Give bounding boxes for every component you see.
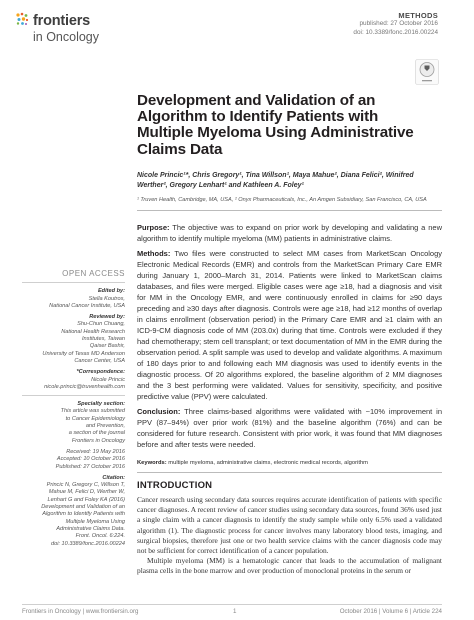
citation-block (22, 482, 125, 548)
introduction-body (137, 495, 442, 577)
abstract-purpose (137, 222, 442, 244)
article-meta (353, 12, 438, 37)
crossmark-icon[interactable] (415, 59, 439, 85)
open-access-badge: OPEN ACCESS (62, 269, 125, 278)
correspondence-block (22, 377, 125, 392)
citation-line: Multiple Myeloma Using (65, 518, 125, 525)
specialty-line: This article was submitted (60, 408, 125, 415)
correspondence-email[interactable]: nicole.princic@truvenhealth.com (44, 383, 125, 390)
article-doi[interactable]: doi: 10.3389/fonc.2016.00224 (353, 28, 438, 36)
reviewed-by-label: Reviewed by: (89, 314, 125, 321)
affiliations: ¹ Truven Health, Cambridge, MA, USA, ² Onyx Pharmaceuticals, Inc., An Amgen Subsidiary, San Francisco, CA, USA (137, 197, 427, 203)
citation-line: Front. Oncol. 6:224. (75, 533, 125, 540)
citation-line: Algorithm to Identify Patients with (42, 511, 125, 518)
editor-line: Stella Koutros, (88, 295, 125, 302)
sidebar-divider (22, 395, 125, 396)
accepted-date: Accepted: 10 October 2016 (56, 456, 125, 463)
footer-issue-info: October 2016 | Volume 6 | Article 224 (339, 608, 442, 615)
footer-journal-link[interactable]: Frontiers in Oncology | www.frontiersin.org (22, 608, 139, 615)
page-number: 1 (233, 608, 237, 615)
methods-text: Two files were constructed to select MM cases from MarketScan Oncology Electronic Medical Records (EMR) and controls from the MarketScan Primary Care EMR during January 1, 2000–March 31, 2014. Patients were linked to MarketScan claims databases, and files were merged. Eligible cases were age ≥18, had a diagnosis and visit for MM in the Oncology EMR, and were continuously enrolled in claims for ≥90 days preceding and ≥30 days after diagnosis. Controls were age ≥18, had ≥12 months of overlap in claims enrollment (observation period) in the Primary Care EMR and ≥1 claim with an ICD-9-CM diagnosis code of MM (203.0x) during that time. Controls were excluded if they had chemotherapy; stem cell transplant; or text documentation of MM in the EMR during the observation period. A split sample was used to develop and validate algorithms. A maximum of 180 days prior to and following each MM diagnosis was used to identify events in the diagnostic process. Of 20 algorithms explored, the baseline algorithm of 2 MM diagnoses and the 3 best performing were validated. Values for sensitivity, specificity, and positive predictive value (PPV) were calculated. (137, 249, 443, 401)
methods-label: Methods: (137, 249, 171, 258)
article-sidebar (22, 270, 125, 552)
reviewer-line: National Health Research (61, 328, 125, 335)
article-title: Development and Validation of an Algorithm to Identify Patients with Multiple Myeloma Using Administrative Claims Data (137, 92, 414, 158)
frontiers-logo[interactable] (15, 10, 155, 50)
specialty-line: and Prevention, (85, 423, 125, 430)
editor-block (22, 296, 125, 311)
dates-block (22, 449, 125, 471)
reviewer-block (22, 321, 125, 365)
specialty-block (22, 408, 125, 444)
specialty-section-label: Specialty section: (77, 401, 125, 408)
published-date: published: 27 October 2016 (359, 20, 438, 28)
specialty-line: Frontiers in Oncology (71, 437, 125, 444)
citation-line: Development and Validation of an (41, 504, 125, 511)
published-date-sidebar: Published: 27 October 2016 (55, 463, 125, 470)
citation-doi[interactable]: doi: 10.3389/fonc.2016.00224 (50, 540, 125, 547)
reviewer-line: Qaiser Bashir, (89, 343, 125, 350)
keywords (137, 460, 442, 466)
received-date: Received: 19 May 2016 (66, 448, 125, 455)
author-list: Nicole Princic¹*, Chris Gregory¹, Tina Willson¹, Maya Mahue², Diana Felici², Winifred Werther², Gregory Lenhart¹ and Kathleen A. Foley¹ (137, 172, 414, 189)
edited-by-label: Edited by: (97, 288, 125, 295)
brand-name: frontiers (33, 13, 91, 29)
specialty-line: to Cancer Epidemiology (65, 415, 125, 422)
reviewer-line: Institutes, Taiwan (81, 336, 125, 343)
correspondence-label: *Correspondence: (76, 369, 125, 376)
purpose-text: The objective was to expand on prior work by developing and validating a new algorithm to identify multiple myeloma (MM) patients in administrative claims. (137, 223, 442, 243)
introduction-heading: INTRODUCTION (137, 480, 213, 491)
journal-name: in Oncology (33, 30, 100, 44)
reviewer-line: University of Texas MD Anderson (42, 350, 125, 357)
abstract (137, 222, 442, 454)
article-type: METHODS (398, 11, 438, 20)
intro-paragraph-1: Cancer research using secondary data sources requires accurate identification of patients with specific cancer diagnoses. A recent review of cancer studies using secondary data sources, found 36% used just a single claim with a cancer diagnosis to identify the study sample while only 6.5% used a validated algorithm (1). The diagnostic process for cancer involves many laboratory blood tests, imaging, and surgical biopsies, therefore just one or two health service claims with the cancer diagnosis code may not be sufficient for correct identification of a cancer population. (137, 495, 442, 556)
sidebar-divider (22, 282, 125, 283)
keywords-label: Keywords: (137, 460, 167, 466)
title-divider (137, 210, 442, 211)
editor-line: National Cancer Institute, USA (49, 302, 125, 309)
citation-line: Mahue M, Felici D, Werther W, (48, 489, 125, 496)
frontiers-logo-icon (15, 12, 29, 26)
abstract-methods (137, 248, 442, 402)
keywords-divider (137, 472, 442, 473)
citation-label: Citation: (102, 474, 125, 481)
citation-line: Princic N, Gregory C, Willson T, (46, 482, 125, 489)
purpose-label: Purpose: (137, 223, 170, 232)
correspondence-name: Nicole Princic (91, 376, 125, 383)
footer-divider (22, 604, 442, 605)
intro-paragraph-2: Multiple myeloma (MM) is a hematologic cancer that leads to the accumulation of malignant plasma cells in the bone marrow and over production of monoclonal proteins in the serum or (137, 556, 442, 576)
specialty-line: a section of the journal (68, 430, 125, 437)
citation-line: Lenhart G and Foley KA (2016) (47, 496, 125, 503)
reviewer-line: Shu-Chun Chuang, (77, 321, 125, 328)
abstract-conclusion (137, 406, 442, 450)
conclusion-text: Three claims-based algorithms were validated with ~10% improvement in PPV (87–94%) over prior work (81%) and the baseline algorithm (76%) and can be considered for future research. Consistent with prior work, it was found that MM diagnoses before and after tests were needed. (137, 407, 442, 449)
reviewer-line: Cancer Center, USA (74, 357, 125, 364)
keywords-text: multiple myeloma, administrative claims, electronic medical records, algorithm (168, 460, 369, 466)
conclusion-label: Conclusion: (137, 407, 181, 416)
citation-line: Administrative Claims Data. (56, 525, 125, 532)
